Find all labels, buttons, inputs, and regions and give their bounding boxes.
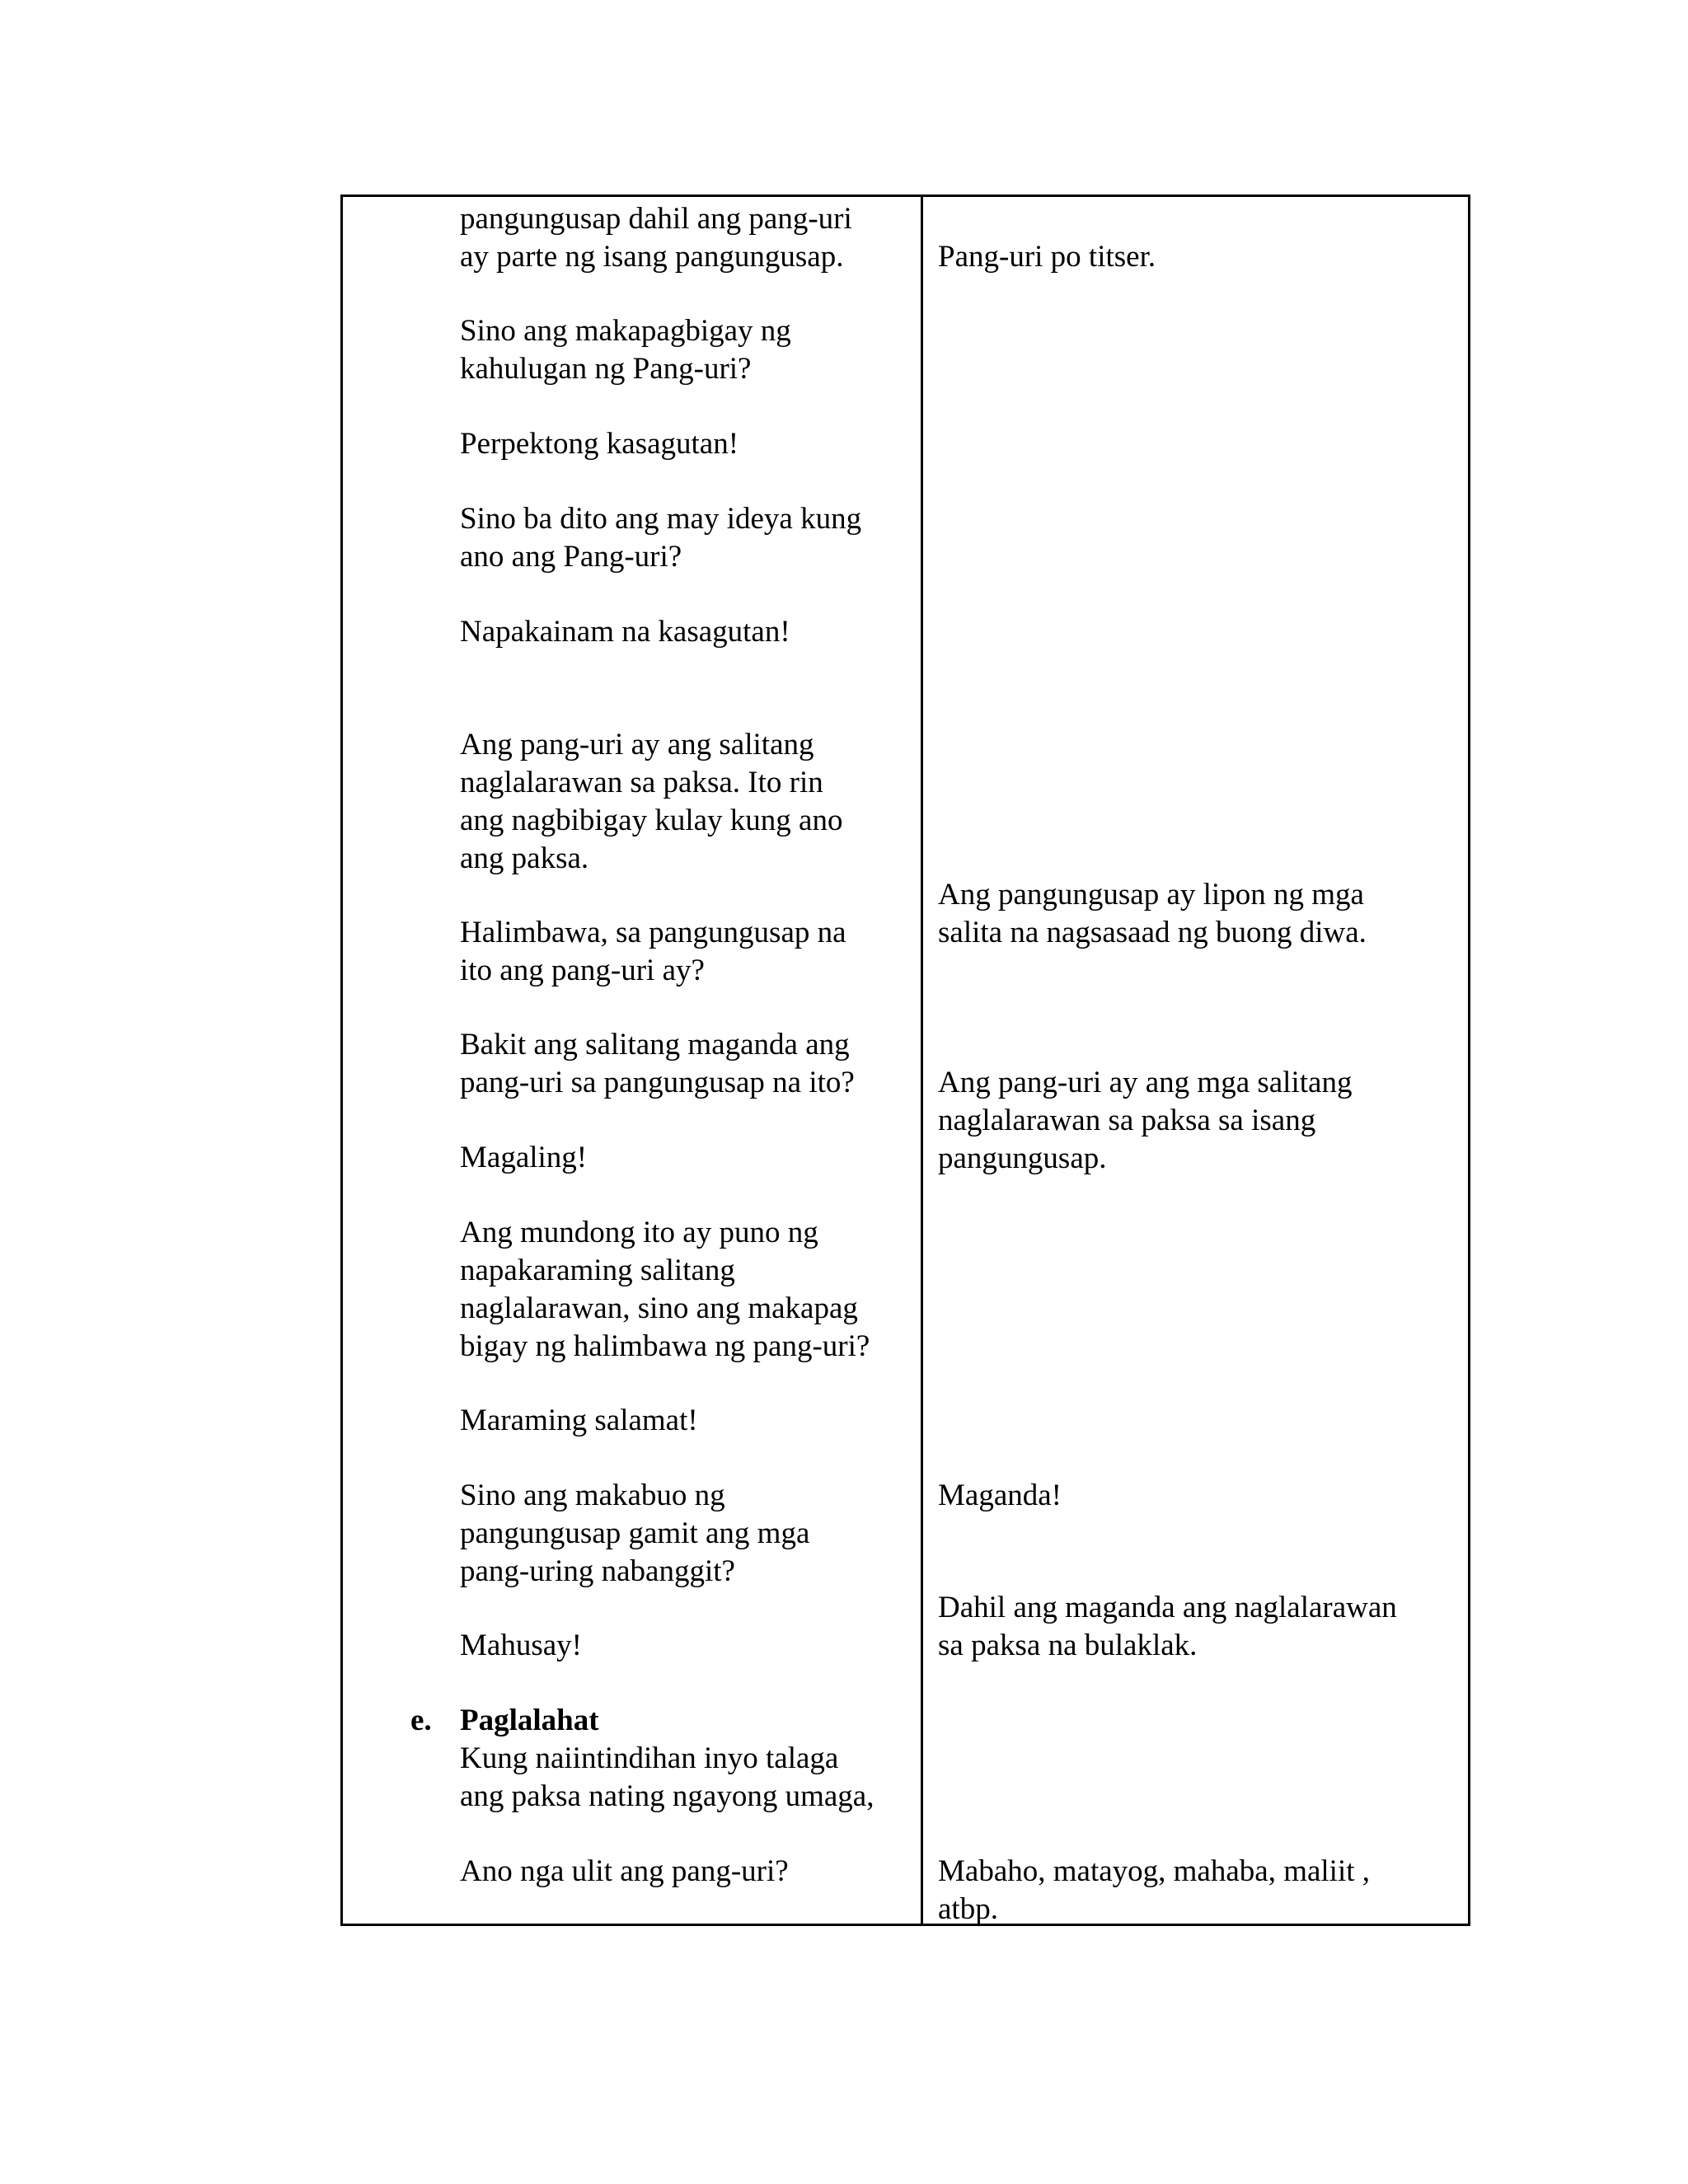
- text-line: atbp.: [938, 1892, 998, 1926]
- section-marker: e.: [410, 1704, 432, 1737]
- text-line: naglalarawan, sino ang makapag: [460, 1291, 858, 1325]
- text-line: salita na nagsasaad ng buong diwa.: [938, 916, 1367, 949]
- text-line: pangungusap.: [938, 1141, 1107, 1175]
- text-line: pangungusap gamit ang mga: [460, 1516, 810, 1550]
- text-line: ang nagbibigay kulay kung ano: [460, 804, 843, 837]
- text-line: ito ang pang-uri ay?: [460, 954, 705, 987]
- text-line: naglalarawan sa paksa sa isang: [938, 1104, 1316, 1137]
- text-line: napakaraming salitang: [460, 1254, 735, 1287]
- text-line: Dahil ang maganda ang naglalarawan: [938, 1591, 1397, 1624]
- teacher-paragraph: [460, 1853, 789, 1891]
- text-line: ano ang Pang-uri?: [460, 540, 682, 574]
- text-line: Mabaho, matayog, mahaba, maliit ,: [938, 1854, 1371, 1888]
- student-paragraph: [938, 1064, 1352, 1178]
- section-heading: Paglalahat: [460, 1704, 599, 1737]
- text-line: Sino ba dito ang may ideya kung: [460, 502, 862, 536]
- text-line: Napakainam na kasagutan!: [460, 615, 790, 649]
- text-line: Ang mundong ito ay puno ng: [460, 1216, 818, 1249]
- text-line: pangungusap dahil ang pang-uri: [460, 202, 852, 236]
- student-paragraph: [938, 1477, 1062, 1515]
- text-line: ang paksa.: [460, 841, 589, 875]
- text-line: ay parte ng isang pangungusap.: [460, 240, 844, 274]
- teacher-paragraph: [460, 613, 790, 651]
- lesson-plan-table: [340, 194, 1470, 1926]
- teacher-paragraph: [460, 312, 791, 388]
- text-line: kahulugan ng Pang-uri?: [460, 352, 752, 386]
- teacher-paragraph: [460, 1026, 855, 1102]
- text-line: Sino ang makapagbigay ng: [460, 314, 791, 348]
- student-paragraph: [938, 238, 1156, 276]
- text-line: Perpektong kasagutan!: [460, 427, 739, 461]
- text-line: Ano nga ulit ang pang-uri?: [460, 1854, 789, 1888]
- text-line: pang-uri sa pangungusap na ito?: [460, 1066, 855, 1099]
- text-line: Ang pang-uri ay ang mga salitang: [938, 1066, 1353, 1099]
- text-line: bigay ng halimbawa ng pang-uri?: [460, 1329, 870, 1363]
- text-line: Maraming salamat!: [460, 1404, 698, 1437]
- teacher-paragraph: [460, 914, 846, 990]
- column-divider: [921, 197, 923, 1924]
- text-line: Magaling!: [460, 1141, 588, 1174]
- text-line: ang paksa nating ngayong umaga,: [460, 1779, 874, 1813]
- teacher-paragraph: [460, 1214, 870, 1366]
- teacher-paragraph: [460, 1402, 698, 1440]
- text-line: naglalarawan sa paksa. Ito rin: [460, 766, 823, 799]
- student-paragraph: [938, 1589, 1397, 1665]
- text-line: Sino ang makabuo ng: [460, 1479, 725, 1512]
- teacher-paragraph: [460, 726, 842, 878]
- section-e: [460, 1702, 874, 1816]
- text-line: Pang-uri po titser.: [938, 240, 1156, 274]
- student-paragraph: [938, 876, 1367, 952]
- teacher-paragraph: [460, 1627, 582, 1665]
- text-line: Ang pangungusap ay lipon ng mga: [938, 878, 1364, 912]
- teacher-paragraph: [460, 425, 738, 463]
- teacher-paragraph: [460, 500, 861, 576]
- text-line: Kung naiintindihan inyo talaga: [460, 1741, 839, 1775]
- text-line: Bakit ang salitang maganda ang: [460, 1028, 850, 1062]
- text-line: Ang pang-uri ay ang salitang: [460, 728, 814, 762]
- teacher-paragraph: [460, 1139, 587, 1177]
- teacher-paragraph: [460, 200, 852, 276]
- text-line: Mahusay!: [460, 1629, 582, 1662]
- text-line: Maganda!: [938, 1479, 1062, 1512]
- text-line: sa paksa na bulaklak.: [938, 1629, 1198, 1662]
- teacher-paragraph: [460, 1477, 809, 1591]
- student-paragraph: [938, 1853, 1370, 1929]
- text-line: Halimbawa, sa pangungusap na: [460, 916, 846, 949]
- text-line: pang-uring nabanggit?: [460, 1554, 735, 1588]
